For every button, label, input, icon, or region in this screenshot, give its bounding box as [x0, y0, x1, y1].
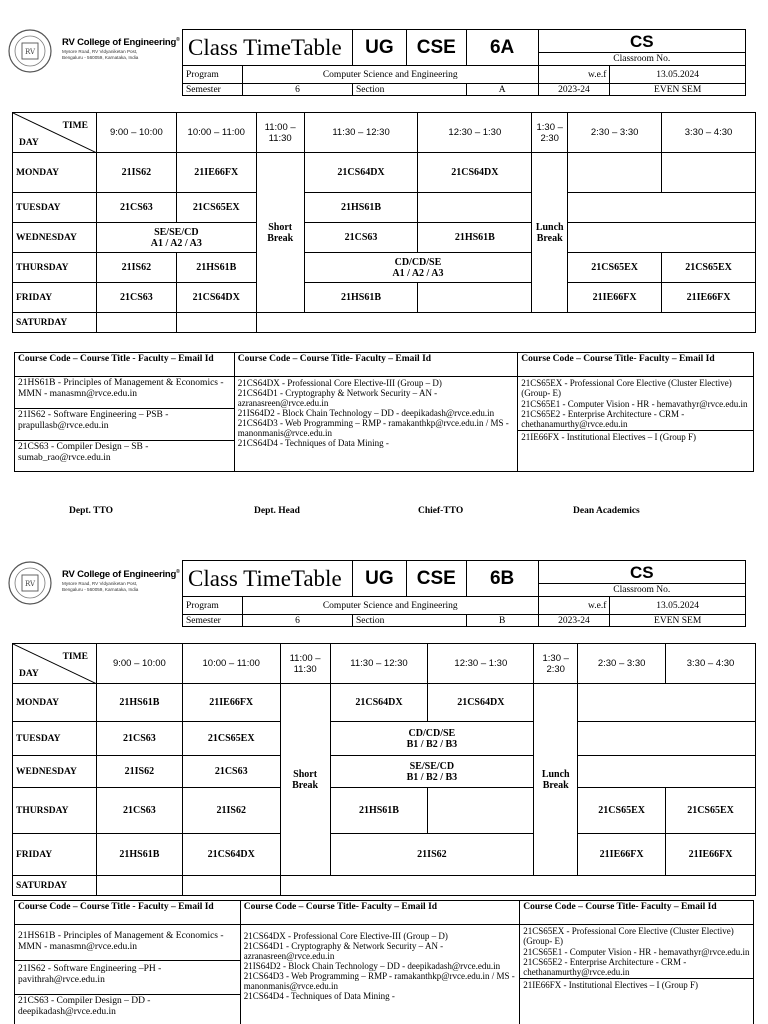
section-label: Section [352, 615, 466, 627]
class-cell: 21IS62 [330, 834, 534, 876]
class-cell: 21CS63 [96, 283, 176, 313]
class-cell: 21CS63 [96, 788, 182, 834]
wef-value: 13.05.2024 [610, 66, 746, 84]
course-item: 21CS64DX - Professional Core Elective-III (Group – D) [243, 931, 448, 941]
slot-header: 12:30 – 1:30 [428, 644, 534, 684]
lab-cell: SE/SE/CD A1 / A2 / A3 [96, 223, 256, 253]
academic-year: 2023-24 [538, 615, 610, 627]
program-label: Program [183, 597, 243, 615]
class-cell: 21CS64DX [304, 153, 418, 193]
class-cell: 21CS64DX [182, 834, 280, 876]
class-cell [568, 193, 756, 223]
class-cell: 21HS61B [330, 788, 428, 834]
course-item: 21CS65E1 - Computer Vision - HR - hemavathyr@rvce.edu.in [523, 947, 750, 957]
college-logo [6, 28, 178, 74]
day-label: FRIDAY [13, 283, 97, 313]
header-table [182, 560, 746, 627]
class-cell: 21IE66FX [662, 283, 756, 313]
class-cell: 21IS62 [96, 153, 176, 193]
room-code: CS Classroom No. [538, 561, 745, 597]
course-list [520, 925, 754, 1024]
course-item: 21CS64D4 - Techniques of Data Mining - [243, 991, 395, 1001]
course-list [518, 377, 754, 472]
timetable-section-b [0, 530, 768, 1024]
course-item: 21CS65EX - Professional Core Elective (Cluster Elective) (Group- E) [521, 378, 732, 398]
class-cell: 21CS65EX [176, 193, 256, 223]
class-cell: 21IS62 [182, 788, 280, 834]
slot-header: 10:00 – 11:00 [176, 113, 256, 153]
class-code: 6B [466, 561, 538, 597]
day-label: THURSDAY [13, 788, 97, 834]
day-label: WEDNESDAY [13, 223, 97, 253]
signature-dept-tto: Dept. TTO [69, 506, 113, 516]
course-list [234, 377, 518, 472]
lunch-break-cell: Lunch Break [534, 684, 578, 876]
class-cell [568, 153, 662, 193]
class-cell: 21IE66FX [578, 834, 666, 876]
course-item: 21HS61B - Principles of Management & Economics - MMN - manasmn@rvce.edu.in [15, 925, 240, 961]
slot-header: 3:30 – 4:30 [666, 644, 756, 684]
course-header: Course Code – Course Title- Faculty – Email Id [520, 901, 754, 925]
class-cell [96, 876, 182, 896]
day-label: SATURDAY [13, 313, 97, 333]
slot-header: 1:30 – 2:30 [532, 113, 568, 153]
slot-header: 11:30 – 12:30 [304, 113, 418, 153]
semester-label: Semester [183, 615, 243, 627]
program-value: Computer Science and Engineering [242, 597, 538, 615]
lab-cell: CD/CD/SE B1 / B2 / B3 [330, 722, 534, 756]
term: EVEN SEM [610, 615, 746, 627]
class-cell: 21CS64DX [418, 153, 532, 193]
course-header: Course Code – Course Title - Faculty – Email Id [15, 901, 241, 925]
course-header: Course Code – Course Title- Faculty – Email Id [518, 353, 754, 377]
slot-header: 1:30 – 2:30 [534, 644, 578, 684]
course-item: 21IS64D2 - Block Chain Technology – DD - deepikadash@rvce.edu.in [243, 961, 501, 971]
slot-header: 2:30 – 3:30 [578, 644, 666, 684]
slot-header: 11:30 – 12:30 [330, 644, 428, 684]
course-item: 21CS65E2 - Enterprise Architecture - CRM - chethanamurthy@rvce.edu.in [518, 409, 753, 431]
course-item: 21CS64D1 - Cryptography & Network Security – AN - azranasreen@rvce.edu.in [243, 941, 444, 961]
course-list [240, 925, 520, 1024]
course-item: 21CS64D3 - Web Programming – RMP - ramakanthkp@rvce.edu.in / MS - manonmanis@rvce.edu.in [237, 418, 509, 438]
class-cell [578, 756, 756, 788]
class-cell: 21IS62 [96, 253, 176, 283]
college-address: Mysore Road, RV Vidyaniketan Post, Bengaluru - 560059, Karnataka, India [62, 581, 139, 592]
class-cell [578, 684, 756, 722]
time-day-corner: TIME DAY [13, 113, 97, 153]
signature-dean: Dean Academics [573, 506, 640, 516]
class-cell: 21CS65EX [662, 253, 756, 283]
slot-header: 11:00 – 11:30 [280, 644, 330, 684]
slot-header: 9:00 – 10:00 [96, 644, 182, 684]
day-label: MONDAY [13, 684, 97, 722]
day-label: TUESDAY [13, 722, 97, 756]
term: EVEN SEM [610, 84, 746, 96]
course-item: 21CS64D4 - Techniques of Data Mining - [237, 438, 389, 448]
section-value: B [466, 615, 538, 627]
section-value: A [466, 84, 538, 96]
course-item: 21IS64D2 - Block Chain Technology – DD - deepikadash@rvce.edu.in [237, 408, 495, 418]
level-label: UG [352, 30, 406, 66]
class-cell [662, 153, 756, 193]
header-table [182, 29, 746, 96]
slot-header: 3:30 – 4:30 [662, 113, 756, 153]
course-item: 21IS62 - Software Engineering – PSB - prapullasb@rvce.edu.in [15, 409, 234, 441]
day-label: THURSDAY [13, 253, 97, 283]
class-cell: 21IE66FX [568, 283, 662, 313]
course-item: 21CS65E1 - Computer Vision - HR - hemavathyr@rvce.edu.in [521, 399, 748, 409]
course-item: 21CS64D1 - Cryptography & Network Security – AN - azranasreen@rvce.edu.in [237, 388, 438, 408]
class-cell: 21CS65EX [182, 722, 280, 756]
college-name: RV College of Engineering® [62, 569, 180, 581]
signature-chief-tto: Chief-TTO [418, 506, 464, 516]
short-break-cell: Short Break [256, 153, 304, 313]
slot-header: 11:00 – 11:30 [256, 113, 304, 153]
dept-label: CSE [406, 30, 466, 66]
college-seal-icon [6, 560, 54, 606]
class-cell: 21CS65EX [666, 788, 756, 834]
class-code: 6A [466, 30, 538, 66]
wef-value: 13.05.2024 [610, 597, 746, 615]
program-label: Program [183, 66, 243, 84]
day-label: MONDAY [13, 153, 97, 193]
class-cell: 21CS64DX [330, 684, 428, 722]
class-cell [280, 876, 755, 896]
academic-year: 2023-24 [538, 84, 610, 96]
course-header: Course Code – Course Title - Faculty – Email Id [15, 353, 235, 377]
class-cell: 21HS61B [96, 834, 182, 876]
schedule-table [12, 643, 756, 896]
room-code: CS Classroom No. [538, 30, 745, 66]
class-cell: 21HS61B [418, 223, 532, 253]
course-table [14, 352, 754, 472]
college-logo [6, 560, 178, 606]
lab-cell: CD/CD/SE A1 / A2 / A3 [304, 253, 532, 283]
section-label: Section [352, 84, 466, 96]
class-cell: 21IS62 [96, 756, 182, 788]
course-item: 21HS61B - Principles of Management & Economics - MMN - manasmn@rvce.edu.in [15, 377, 234, 409]
slot-header: 2:30 – 3:30 [568, 113, 662, 153]
course-item: 21CS63 - Compiler Design – DD - deepikadash@rvce.edu.in [18, 996, 151, 1017]
dept-label: CSE [406, 561, 466, 597]
class-cell: 21IE66FX [176, 153, 256, 193]
class-cell [578, 722, 756, 756]
class-cell: 21HS61B [176, 253, 256, 283]
level-label: UG [352, 561, 406, 597]
class-cell: 21CS63 [96, 193, 176, 223]
course-list [15, 925, 241, 1024]
day-label: WEDNESDAY [13, 756, 97, 788]
class-cell [428, 788, 534, 834]
schedule-table [12, 112, 756, 333]
day-label: TUESDAY [13, 193, 97, 223]
time-day-corner: TIME DAY [13, 644, 97, 684]
day-label: FRIDAY [13, 834, 97, 876]
class-cell: 21HS61B [304, 193, 418, 223]
lunch-break-cell: Lunch Break [532, 153, 568, 313]
course-item: 21CS63 - Compiler Design – SB - sumab_rao@rvce.edu.in [18, 442, 149, 463]
course-list [15, 377, 235, 472]
page-title: Class TimeTable [183, 561, 353, 597]
course-item: 21CS65E2 - Enterprise Architecture - CRM - chethanamurthy@rvce.edu.in [520, 957, 753, 979]
course-table [14, 900, 754, 1024]
class-cell: 21IE66FX [182, 684, 280, 722]
slot-header: 12:30 – 1:30 [418, 113, 532, 153]
class-cell: 21CS65EX [578, 788, 666, 834]
class-cell [256, 313, 755, 333]
class-cell [418, 193, 532, 223]
semester-value: 6 [242, 615, 352, 627]
class-cell [418, 283, 532, 313]
college-name: RV College of Engineering® [62, 37, 180, 49]
college-address: Mysore Road, RV Vidyaniketan Post, Bengaluru - 560059, Karnataka, India [62, 49, 139, 60]
class-cell: 21CS64DX [428, 684, 534, 722]
college-seal-icon [6, 28, 54, 74]
wef-label: w.e.f [538, 597, 610, 615]
class-cell: 21HS61B [304, 283, 418, 313]
wef-label: w.e.f [538, 66, 610, 84]
svg-text:RV: RV [24, 580, 36, 588]
program-value: Computer Science and Engineering [242, 66, 538, 84]
class-cell: 21HS61B [96, 684, 182, 722]
class-cell: 21CS63 [304, 223, 418, 253]
class-cell: 21CS64DX [176, 283, 256, 313]
semester-label: Semester [183, 84, 243, 96]
course-item: 21CS64DX - Professional Core Elective-III (Group – D) [237, 378, 442, 388]
course-item: 21IE66FX - Institutional Electives – I (Group F) [523, 980, 698, 990]
course-header: Course Code – Course Title- Faculty – Email Id [234, 353, 518, 377]
slot-header: 9:00 – 10:00 [96, 113, 176, 153]
class-cell: 21CS65EX [568, 253, 662, 283]
page-title: Class TimeTable [183, 30, 353, 66]
course-item: 21CS64D3 - Web Programming – RMP - ramakanthkp@rvce.edu.in / MS - manonmanis@rvce.edu.in [243, 971, 515, 991]
class-cell: 21CS63 [182, 756, 280, 788]
class-cell [568, 223, 756, 253]
class-cell [176, 313, 256, 333]
course-item: 21IS62 - Software Engineering –PH - pavithrah@rvce.edu.in [15, 961, 240, 995]
semester-value: 6 [242, 84, 352, 96]
class-cell [96, 313, 176, 333]
slot-header: 10:00 – 11:00 [182, 644, 280, 684]
short-break-cell: Short Break [280, 684, 330, 876]
course-table-clip [14, 900, 756, 1024]
svg-text:RV: RV [24, 48, 36, 56]
signature-dept-head: Dept. Head [254, 506, 300, 516]
course-item: 21CS65EX - Professional Core Elective (Cluster Elective) (Group- E) [523, 926, 734, 946]
class-cell: 21IE66FX [666, 834, 756, 876]
class-cell: 21CS63 [96, 722, 182, 756]
class-cell [182, 876, 280, 896]
day-label: SATURDAY [13, 876, 97, 896]
course-header: Course Code – Course Title- Faculty – Email Id [240, 901, 520, 925]
course-item: 21IE66FX - Institutional Electives – I (Group F) [521, 432, 696, 442]
lab-cell: SE/SE/CD B1 / B2 / B3 [330, 756, 534, 788]
